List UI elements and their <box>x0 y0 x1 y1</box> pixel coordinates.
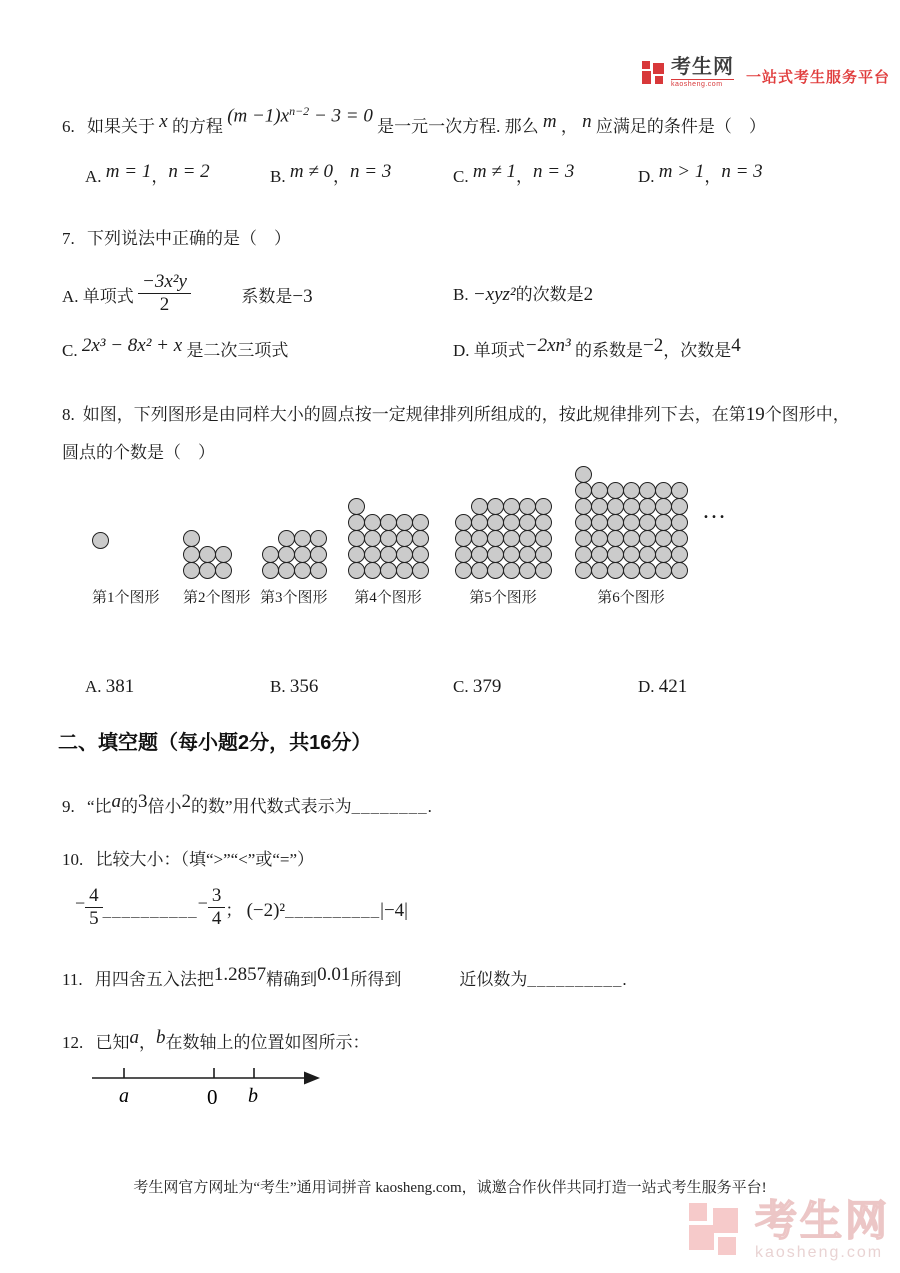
dot <box>591 514 608 531</box>
dot <box>310 546 327 563</box>
dot <box>199 562 216 579</box>
footer-slogan: 考生网官方网址为“考生”通用词拼音 kaosheng.com，诚邀合作伙伴共同打造一站式考生服务平台! <box>133 1180 767 1196</box>
dot <box>487 562 504 579</box>
q6-option-a: A. m = 1，n = 2 <box>85 161 210 186</box>
axis-label-b: b <box>248 1085 258 1107</box>
dot <box>262 546 279 563</box>
dot <box>503 530 520 547</box>
q12-text: ， <box>139 1033 156 1052</box>
watermark-logo <box>689 1197 890 1262</box>
dot <box>92 532 109 549</box>
question-11-number: 11. <box>62 970 83 989</box>
dot <box>503 546 520 563</box>
dot <box>575 514 592 531</box>
q9-num-3: 3 <box>138 791 148 812</box>
dot <box>671 498 688 515</box>
question-6-stem <box>62 104 860 138</box>
dot-figure-label: 第2个图形 <box>183 590 251 606</box>
dot <box>639 514 656 531</box>
q6-var-x: x <box>159 111 168 132</box>
watermark-domain: kaosheng.com <box>754 1244 884 1261</box>
q10-blank-2: __________ <box>285 900 381 920</box>
dot <box>519 562 536 579</box>
dot <box>294 530 311 547</box>
dot <box>655 562 672 579</box>
dot <box>503 562 520 579</box>
dot <box>215 562 232 579</box>
axis-label-zero: 0 <box>207 1085 218 1109</box>
dot <box>396 562 413 579</box>
q10-text: 比较大小：（填“>”“<”或“=”） <box>95 850 315 869</box>
section-2-title: 二、填空题（每小题2分，共16分） <box>58 732 372 754</box>
dot <box>278 562 295 579</box>
q7-text: 下列说法中正确的是（ ） <box>87 229 291 248</box>
dot-figure-2 <box>183 530 251 608</box>
question-12-number: 12. <box>62 1033 84 1052</box>
dot <box>535 530 552 547</box>
dot <box>412 546 429 563</box>
q8-text: 圆点的个数是（ ） <box>62 443 215 462</box>
dot <box>412 562 429 579</box>
dot <box>639 498 656 515</box>
dot-figure-3 <box>260 530 328 608</box>
dot <box>671 562 688 579</box>
axis-label-a: a <box>119 1085 129 1107</box>
figure-ellipsis: … <box>702 498 728 524</box>
dot <box>396 530 413 547</box>
q10-text: ； <box>225 900 243 920</box>
q10-power-expr: (−2)² <box>246 899 286 921</box>
dot <box>471 514 488 531</box>
dot <box>471 498 488 515</box>
dot <box>639 482 656 499</box>
dot <box>455 546 472 563</box>
q12-text: 在数轴上的位置如图所示： <box>165 1033 370 1052</box>
q11-text: . <box>622 970 627 989</box>
dot <box>639 530 656 547</box>
dot <box>607 482 624 499</box>
brand-tagline: 一站式考生服务平台 <box>746 69 891 86</box>
dot <box>575 498 592 515</box>
dot <box>215 546 232 563</box>
q12-text: 已知 <box>95 1033 130 1052</box>
dot <box>591 562 608 579</box>
q8-figure-index: 19 <box>745 404 765 425</box>
dot <box>639 562 656 579</box>
q10-blank-1: __________ <box>102 900 198 920</box>
q6-equation: $(m -1)x^{n-2} - 3 = 0$ <box>227 104 373 127</box>
dot <box>591 498 608 515</box>
dot <box>575 546 592 563</box>
dot <box>412 530 429 547</box>
dot <box>575 482 592 499</box>
q12-var-a: a <box>129 1027 139 1048</box>
dot <box>671 546 688 563</box>
dot-pattern-figure <box>0 452 900 608</box>
dot-figure-label: 第4个图形 <box>354 590 422 606</box>
dot-figure-label: 第3个图形 <box>260 590 328 606</box>
q6-option-c: C. m ≠ 1，n = 3 <box>453 161 575 186</box>
dot <box>487 498 504 515</box>
dot <box>655 546 672 563</box>
dot <box>455 530 472 547</box>
question-8-options <box>0 676 900 718</box>
dot-figure-1 <box>92 532 160 608</box>
dot <box>364 546 381 563</box>
dot <box>183 562 200 579</box>
dot <box>591 530 608 547</box>
dot <box>364 562 381 579</box>
q7-option-a: A. 单项式 $\frac{\text{−3x²y}}{2}$ 系数是−3 <box>62 271 313 315</box>
q6-text: 应满足的条件是（ ） <box>595 117 766 136</box>
dot <box>519 514 536 531</box>
dot <box>455 562 472 579</box>
q7-option-d: D. 单项式−2xn³ 的系数是−2，次数是4 <box>453 335 741 360</box>
question-12 <box>62 1028 860 1054</box>
dot <box>380 546 397 563</box>
dot <box>183 530 200 547</box>
dot <box>294 546 311 563</box>
axis-arrow <box>304 1072 320 1085</box>
q11-text: 用四舍五入法把 <box>94 970 214 989</box>
dot <box>655 514 672 531</box>
dot <box>591 546 608 563</box>
q9-text: 的数”用代数式表示为 <box>191 797 352 816</box>
q11-precision: 0.01 <box>317 964 351 985</box>
dot <box>294 562 311 579</box>
dot-figure-4 <box>348 498 428 608</box>
question-8-number: 8. <box>62 405 75 424</box>
q11-text: 精确到 <box>266 970 318 989</box>
q10-minus: − <box>75 892 86 913</box>
dot <box>575 530 592 547</box>
dot-figure-6 <box>575 466 687 608</box>
dot <box>575 562 592 579</box>
dot <box>623 562 640 579</box>
dot <box>671 530 688 547</box>
dot <box>607 514 624 531</box>
dot <box>380 562 397 579</box>
q6-text: ， <box>560 117 578 136</box>
brand-domain: kaosheng.com <box>671 79 734 88</box>
dot <box>310 562 327 579</box>
dot <box>623 514 640 531</box>
q6-var-n: n <box>582 111 592 132</box>
q9-num-2: 2 <box>181 791 192 812</box>
q8-option-b: B. 356 <box>270 676 319 697</box>
dot <box>535 498 552 515</box>
dot <box>655 482 672 499</box>
dot <box>380 530 397 547</box>
dot <box>380 514 397 531</box>
dot <box>278 530 295 547</box>
q11-text: 近似数为 <box>459 970 528 989</box>
question-7-options-ab <box>62 272 860 332</box>
question-7-stem <box>62 224 860 249</box>
dot-figure-5 <box>455 498 551 608</box>
question-10-math <box>75 886 408 929</box>
dot <box>471 562 488 579</box>
q8-text: 如图，下列图形是由同样大小的圆点按一定规律排列所组成的，按此规律排列下去，在第 <box>82 405 746 424</box>
q9-text: “比 <box>87 797 112 816</box>
question-10-stem <box>62 845 860 870</box>
q11-blank: __________ <box>527 970 623 989</box>
dot <box>655 530 672 547</box>
question-7-number: 7. <box>62 229 75 248</box>
question-6-options <box>0 162 900 204</box>
dot <box>607 498 624 515</box>
dot <box>487 546 504 563</box>
dot <box>278 546 295 563</box>
dot <box>348 530 365 547</box>
dot <box>455 514 472 531</box>
q8-text: 个图形中， <box>764 405 850 424</box>
question-9 <box>62 792 860 818</box>
q11-value: 1.2857 <box>213 964 267 985</box>
dot-figure-label: 第5个图形 <box>469 590 537 606</box>
q10-minus: − <box>197 892 208 913</box>
dot <box>623 530 640 547</box>
q8-option-c: C. 379 <box>453 676 502 697</box>
dot <box>364 530 381 547</box>
q9-text: . <box>427 797 432 816</box>
q6-text: 的方程 <box>171 117 223 136</box>
q8-option-d: D. 421 <box>638 676 688 697</box>
dot <box>591 482 608 499</box>
dot <box>607 562 624 579</box>
watermark-brand: 考生网 <box>754 1197 890 1244</box>
dot <box>199 546 216 563</box>
dot <box>575 466 592 483</box>
q7-option-c: C. 2x³ − 8x² + x 是二次三项式 <box>62 335 289 360</box>
dot <box>535 546 552 563</box>
dot-figure-label: 第1个图形 <box>92 590 160 606</box>
site-logo <box>642 57 890 88</box>
q12-var-b: b <box>156 1027 166 1048</box>
q6-text: 如果关于 <box>87 117 155 136</box>
q10-fraction-4-5: $\frac{4}{5}$ <box>85 886 103 929</box>
dot <box>623 482 640 499</box>
dot <box>519 530 536 547</box>
dot <box>519 498 536 515</box>
q6-option-d: D. m > 1，n = 3 <box>638 161 763 186</box>
dot <box>310 530 327 547</box>
dot <box>623 498 640 515</box>
dot <box>503 514 520 531</box>
dot <box>655 498 672 515</box>
q10-abs-expr: |−4| <box>380 899 408 921</box>
dot <box>607 546 624 563</box>
dot <box>348 498 365 515</box>
brand-name: 考生网 <box>671 56 734 78</box>
number-line-figure <box>90 1058 326 1115</box>
question-7-options-cd <box>62 336 860 380</box>
dot <box>487 514 504 531</box>
dot <box>535 562 552 579</box>
dot <box>348 546 365 563</box>
dot <box>364 514 381 531</box>
q6-var-m: m <box>542 111 557 132</box>
q10-fraction-3-4: $\frac{3}{4}$ <box>208 886 226 929</box>
question-6-number: 6. <box>62 117 75 136</box>
dot-figure-label: 第6个图形 <box>597 590 665 606</box>
dot <box>671 514 688 531</box>
dot <box>471 530 488 547</box>
watermark-logo-icon <box>689 1201 745 1261</box>
q8-option-a: A. 381 <box>85 676 135 697</box>
q6-text: 是一元一次方程. 那么 <box>377 117 539 136</box>
q9-var-a: a <box>111 791 122 812</box>
dot <box>623 546 640 563</box>
dot <box>262 562 279 579</box>
dot <box>503 498 520 515</box>
dot <box>348 514 365 531</box>
dot <box>412 514 429 531</box>
kaosheng-logo-icon <box>642 60 666 86</box>
dot <box>183 546 200 563</box>
dot <box>396 514 413 531</box>
q9-text: 倍小 <box>147 797 182 816</box>
question-9-number: 9. <box>62 797 75 816</box>
dot <box>671 482 688 499</box>
dot <box>348 562 365 579</box>
dot <box>535 514 552 531</box>
q9-text: 的 <box>121 797 139 816</box>
question-11 <box>62 965 860 991</box>
dot <box>487 530 504 547</box>
dot <box>471 546 488 563</box>
dot <box>519 546 536 563</box>
dot <box>396 546 413 563</box>
q7-a-fraction: $\frac{\text{−3x²y}}{2}$ <box>138 272 191 315</box>
q6-option-b: B. m ≠ 0，n = 3 <box>270 161 392 186</box>
question-10-number: 10. <box>62 850 84 869</box>
q9-blank: ________ <box>351 797 428 816</box>
dot <box>639 546 656 563</box>
q7-option-b: B. −xyz²的次数是2 <box>453 284 594 305</box>
dot <box>607 530 624 547</box>
q11-text: 所得到 <box>350 970 402 989</box>
